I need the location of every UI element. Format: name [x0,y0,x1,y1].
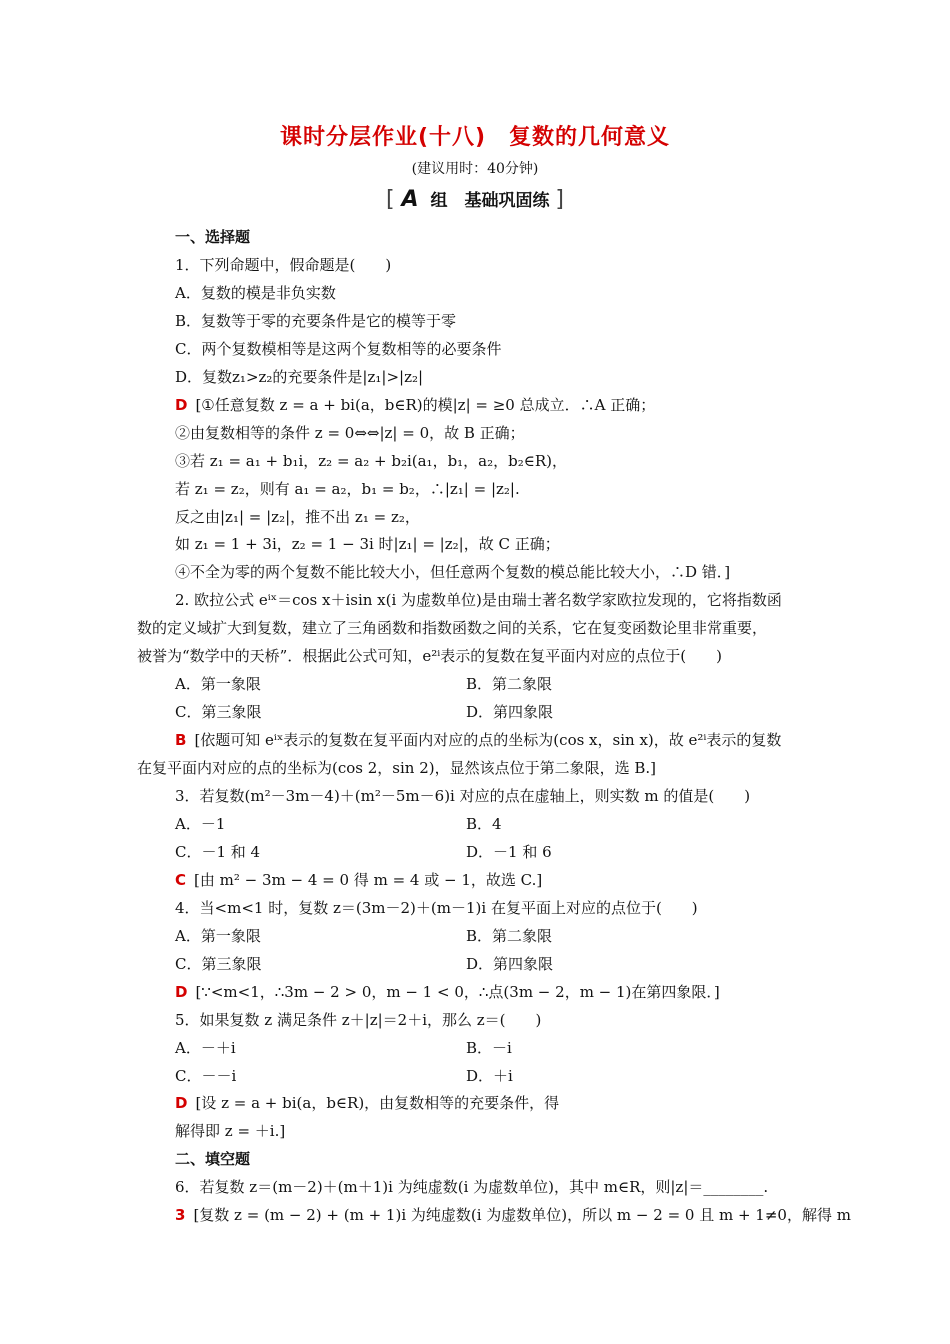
text-line [175,730,781,750]
text-line [137,618,767,638]
option-right: B．第二象限 [466,675,553,693]
option-right: B．4 [466,815,502,833]
line-text: ②由复数相等的条件 z = 0⇔⇔|z| = 0，故 B 正确； [175,424,525,442]
line-text: 6．若复数 z＝(m－2)＋(m＋1)i 为纯虚数(i 为虚数单位)，其中 m∈R，则|z|＝________. [175,1178,769,1196]
text-line [137,646,722,666]
text-line [175,479,520,499]
option-right: D．＋i [466,1067,513,1085]
section-heading [175,1149,250,1169]
section-heading [175,227,250,247]
line-text: B．复数等于零的充要条件是它的模等于零 [175,312,457,330]
text-line [175,1177,768,1197]
line-text: ④不全为零的两个复数不能比较大小，但任意两个复数的模总能比较大小，∴D 错．] [175,563,731,581]
right-bracket-icon: ] [555,187,565,212]
line-text: 3．若复数(m²－3m－4)＋(m²－5m－6)i 对应的点在虚轴上，则实数 m 的值是( ) [175,787,751,805]
text-line [175,702,261,722]
line-text: A．第一象限 [175,675,261,693]
text-line [175,562,730,582]
text-line [175,507,420,527]
line-text: A．复数的模是非负实数 [175,284,336,302]
answer-key: C [175,871,187,889]
line-text: C．两个复数模相等是这两个复数相等的必要条件 [175,340,502,358]
line-text: D．复数z₁>z₂的充要条件是|z₁|>|z₂| [175,368,424,386]
line-text: C．－－i [175,1067,237,1085]
line-text: 若 z₁ = z₂，则有 a₁ = a₂，b₁ = b₂，∴|z₁| = |z₂|. [175,480,520,498]
left-bracket-icon: [ [385,187,402,212]
text-line [137,758,656,778]
line-text: 二、填空题 [175,1150,251,1168]
text-line [175,311,456,331]
text-line [175,1093,559,1113]
text-line [175,842,260,862]
text-line [175,255,391,275]
text-line [175,283,336,303]
text-line [175,1121,285,1141]
answer-explanation: [依题可知 eⁱˣ表示的复数在复平面内对应的点的坐标为(cos x，sin x)，故 e²ⁱ表示的复数 [194,731,782,749]
suggested-time: (建议用时：40分钟) [411,161,539,177]
text-line [175,534,560,554]
line-text: 解得即 z = ＋i.] [175,1122,286,1140]
line-text: 反之由|z₁| = |z₂|，推不出 z₁ = z₂， [175,508,420,526]
line-text: C．第三象限 [175,955,262,973]
line-text: C．－1 和 4 [175,843,261,861]
text-line [175,1205,851,1225]
option-right: D．－1 和 6 [466,843,552,861]
option-right: D．第四象限 [466,955,554,973]
line-text: 2. 欧拉公式 eⁱˣ＝cos x＋isin x(i 为虚数单位)是由瑞士著名数学家欧拉发现的，它将指数函 [175,591,782,609]
text-line [175,982,720,1002]
text-line [175,1066,236,1086]
text-line [175,451,567,471]
option-right: B．第二象限 [466,927,553,945]
text-line [175,1038,236,1058]
group-letter: A [401,187,419,212]
line-text: 被誉为“数学中的天桥”．根据此公式可知，e²ⁱ表示的复数在复平面内对应的点位于( ) [137,647,722,665]
answer-explanation: [设 z = a + bi(a，b∈R)，由复数相等的充要条件，得 [195,1094,560,1112]
answer-explanation: [①任意复数 z = a + bi(a，b∈R)的模|z| = ≥0 总成立．∴A 正确； [195,396,656,414]
text-line [175,870,542,890]
answer-key: B [175,731,187,749]
option-right: B．－i [466,1039,512,1057]
group-label: 组 基础巩固练 [430,191,550,211]
answer-key: D [175,396,188,414]
text-line [175,786,750,806]
text-line [175,954,261,974]
line-text: 5．如果复数 z 满足条件 z＋|z|＝2＋i，那么 z＝( ) [175,1011,542,1029]
text-line [175,339,501,359]
answer-key: D [175,983,188,1001]
line-text: 如 z₁ = 1 + 3i，z₂ = 1 − 3i 时|z₁| = |z₂|，故 C 正确； [175,535,560,553]
line-text: 数的定义域扩大到复数，建立了三角函数和指数函数之间的关系，它在复变函数论里非常重要， [137,619,768,637]
text-line [175,674,261,694]
line-text: 一、选择题 [175,228,251,246]
line-text: C．第三象限 [175,703,262,721]
answer-explanation: [∵<m<1，∴3m − 2 > 0，m − 1 < 0，∴点(3m − 2，m − 1)在第四象限．] [195,983,720,1001]
line-text: A．第一象限 [175,927,261,945]
line-text: A．－1 [175,815,226,833]
answer-key: 3 [175,1206,186,1224]
group-heading [0,186,950,212]
text-line [175,1010,541,1030]
text-line [175,367,423,387]
option-right: D．第四象限 [466,703,554,721]
text-line [175,898,698,918]
answer-key: D [175,1094,188,1112]
text-line [175,814,225,834]
answer-explanation: [由 m² − 3m − 4 = 0 得 m = 4 或 − 1，故选 C.] [194,871,543,889]
text-line [175,395,655,415]
line-text: 1．下列命题中，假命题是( ) [175,256,392,274]
text-line [175,423,525,443]
line-text: ③若 z₁ = a₁ + b₁i，z₂ = a₂ + b₂i(a₁，b₁，a₂，b₂∈R)， [175,452,568,470]
page-title: 课时分层作业(十八) 复数的几何意义 [279,125,671,150]
line-text: 4．当<m<1 时，复数 z＝(3m－2)＋(m－1)i 在复平面上对应的点位于( ) [175,899,698,917]
text-line [175,590,782,610]
line-text: 在复平面内对应的点的坐标为(cos 2，sin 2)，显然该点位于第二象限，选 B.] [137,759,657,777]
answer-explanation: [复数 z = (m − 2) + (m + 1)i 为纯虚数(i 为虚数单位)，所以 m − 2 = 0 且 m + 1≠0，解得 m [193,1206,851,1224]
text-line [175,926,261,946]
line-text: A．－＋i [175,1039,236,1057]
